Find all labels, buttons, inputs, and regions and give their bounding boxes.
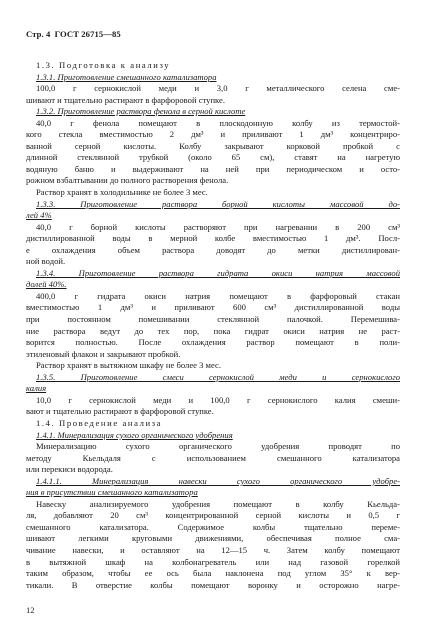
text-line: ние раствора ведут до тех пор, пока гидрат окиси натрия не раст- [26,325,400,336]
text-line: 1.4.1. Минерализация сухого органического удобрения [36,429,233,440]
document-body [26,60,400,591]
text-line: в вытяжной шкаф на колбонагреватель или над газовой горелкой [26,556,400,567]
text-line: длинной стеклянной трубкой (около 65 см), ставят на нагретую [26,152,400,163]
text-line: при постоянном помешивании стеклянной палочкой. Перемешива- [26,314,400,325]
text-line: 100,0 г сернокислой меди и 3,0 г металлического селена сме- [36,83,400,94]
text-line: дистиллированной воды в мерной колбе вместимостью 1 дм³. Посл- [26,233,400,244]
text-line: этиленовый флакон и закрывают пробкой. [26,348,181,359]
text-line: 1.3.3. Приготовление раствора борной кислоты массовой до- [36,198,400,209]
text-line: Навеску анализируемого удобрения помещают в колбу Кьельда- [36,498,400,509]
text-line: кого стекла вместимостью 2 дм³ и приливают 1 дм³ концентриро- [26,129,400,140]
text-line: или перекиси водорода. [26,464,113,475]
text-line: Раствор хранят в вытяжном шкафу не более 3 мес. [36,360,221,371]
text-line: калия [26,383,47,394]
text-line: долей 40%. [26,279,67,290]
text-line: 1.3.1. Приготовление смешанного катализатора [36,71,217,82]
text-line: 1.4. Проведение анализа [36,417,163,428]
text-line: тикали. В отверстие колбы помещают воронку и осторожно нагре- [26,579,400,590]
text-line: лей 4% [26,210,52,221]
text-line: Раствор хранят в холодильнике не более 3 мес. [36,187,208,198]
text-line: 1.3.5. Приготовление смеси сернокислой меди и сернокислого [36,371,400,382]
text-line: ля, добавляют 20 см³ концентрированной серной кислоты и 0,5 г [26,510,400,521]
text-line: 40,0 г борной кислоты растворяют при нагревании в 200 см³ [36,221,400,232]
text-line: шивают и тщательно растирают в фарфоровой ступке. [26,94,225,105]
text-line: 1.3. Подготовка к анализу [36,60,171,70]
text-line: вают и тщательно растирают в фарфоровой ступке. [26,406,214,417]
page-header [26,29,121,39]
page-label: Стр. 4 [26,29,51,39]
text-line: ванной серной кислоты. Колбу закрывают корковой пробкой с [26,140,400,151]
text-line: вместимостью 1 дм³ и приливают 600 см³ дистиллированной воды [26,302,400,313]
text-line: чивание навески, и оставляют на 12—15 ч. Затем колбу помещают [26,544,400,555]
text-line: таким образом, чтобы ее ось была наклонена под углом 35° к вер- [26,568,400,579]
text-line: ния в присутствии смешанного катализатора [26,487,198,498]
page-number: 12 [26,605,35,615]
text-line: водяную баню и выдерживают на ней при периодическом и осто- [26,163,400,174]
text-line: ворится полностью. После охлаждения раствор помещают в поли- [26,337,400,348]
text-line: 1.4.1.1. Минерализация навески сухого органического удобре- [36,475,400,486]
text-line: смешанного катализатора. Содержимое колбы тщательно переме- [26,521,400,532]
text-line: 1.3.2. Приготовление раствора фенола в серной кислоте [36,106,246,117]
text-line: 10,0 г сернокислой меди и 100,0 г сернокислого калия смеши- [36,394,400,405]
text-line: рожном взбалтывании до полного растворения фенола. [26,175,229,186]
text-line: Минерализацию сухого органического удобрения проводят по [36,441,400,452]
text-line: ной водой. [26,256,66,267]
text-line: методу Кьельдаля с использованием смешанного катализатора [26,452,400,463]
text-line: 40,0 г фенола помещают в плоскодонную колбу из термостой- [36,117,400,128]
text-line: 1.3.4. Приготовление раствора гидрата окиси натрия массовой [36,267,400,278]
standard-code: ГОСТ 26715—85 [54,29,121,39]
text-line: 400,0 г гидрата окиси натрия помещают в фарфоровый стакан [36,290,400,301]
text-line: шивают легкими круговыми движениями, обеспечивая полное сма- [26,533,400,544]
text-line: е охлаждения объем раствора доводят до метки дистиллирован- [26,244,400,255]
